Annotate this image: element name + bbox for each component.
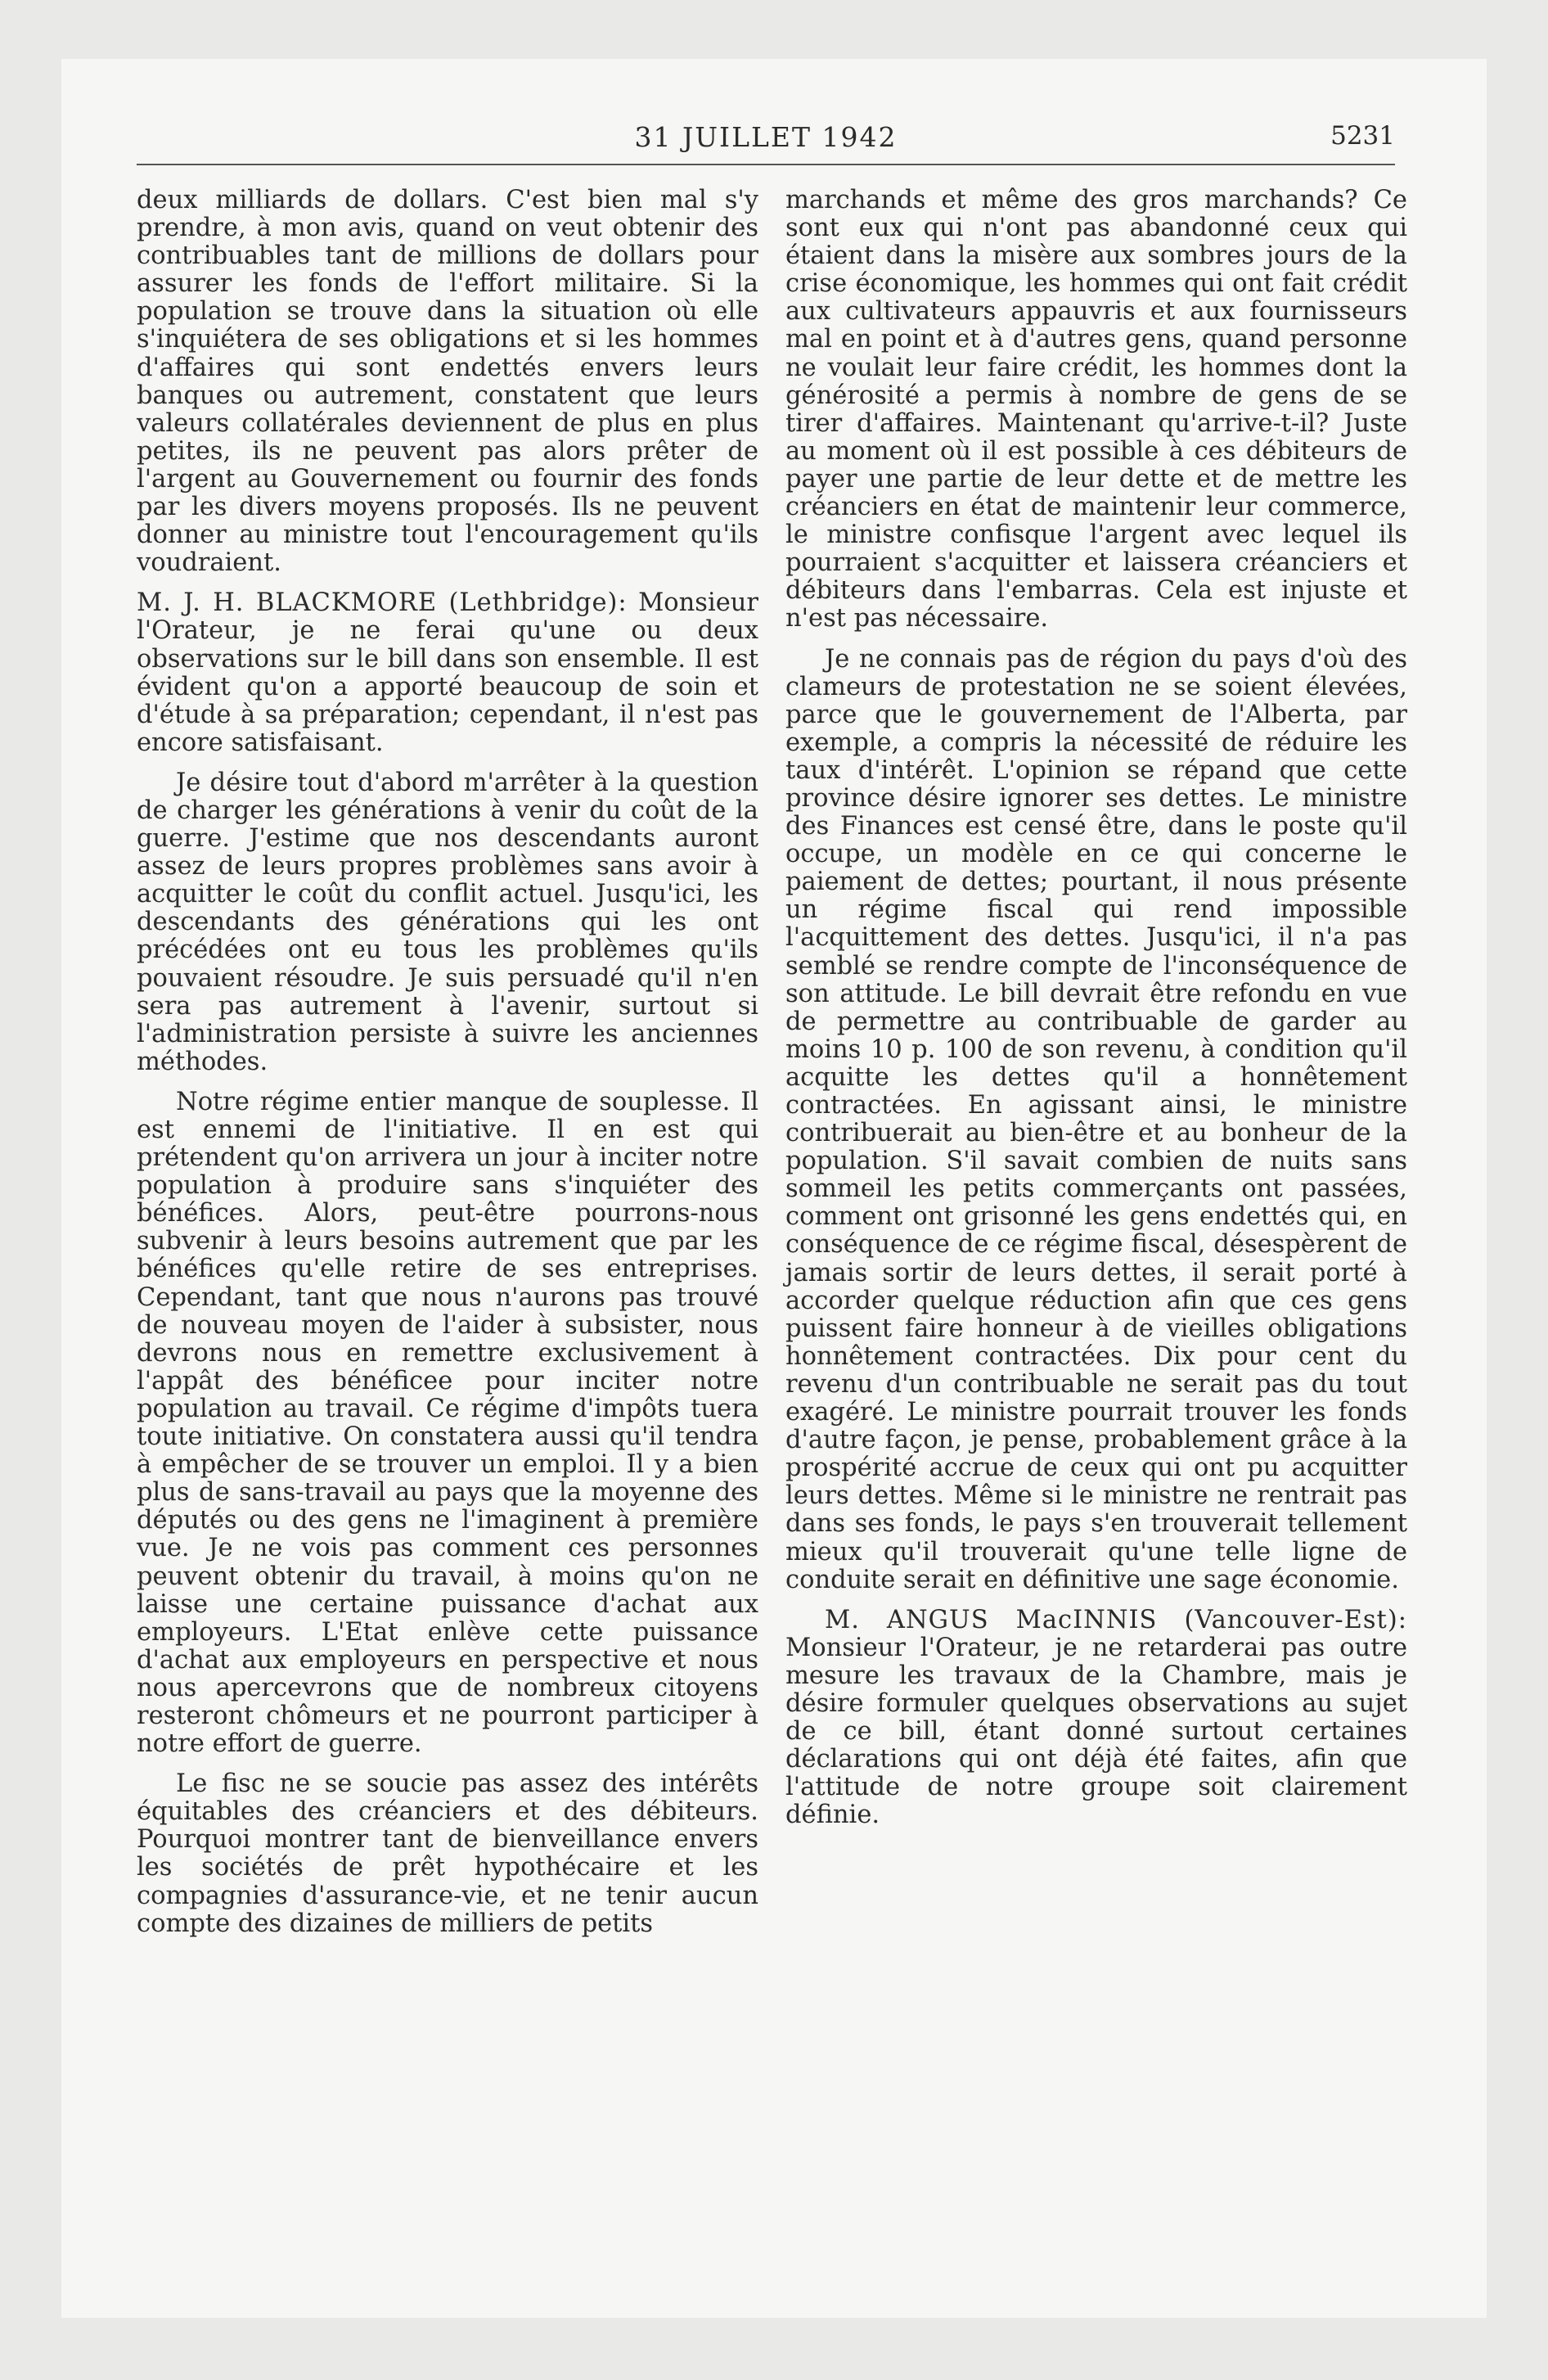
paragraph: Je ne connais pas de région du pays d'où des clameurs de protestation ne se soient élevées, parce que le gouvernement de l'Alberta, par exemple, a compris la nécessité de réduire les taux d'intérêt. L'opinion se répand que cette province désire ignorer ses dettes. Le ministre des Finances est censé être, dans le poste qu'il occupe, un modèle en ce qui concerne le paiement de dettes; pourtant, il nous présente un régime fiscal qui rend impossible l'acquittement des dettes. Jusqu'ici, il n'a pas semblé se rendre compte de l'inconséquence de son attitude. Le bill devrait être refondu en vue de permettre au contribuable de garder au moins 10 p. 100 de son revenu, à condition qu'il acquitte les dettes qu'il a honnêtement contractées. En agissant ainsi, le ministre contribuerait au bien-être et au bonheur de la population. S'il savait combien de nuits sans sommeil les petits commerçants ont passées, comment ont grisonné les gens endettés qui, en conséquence de ce régime fiscal, désespèrent de jamais sortir de leurs dettes, il serait porté à accorder quelque réduction afin que ces gens puissent faire honneur à de vieilles obligations honnêtement contractées. Dix pour cent du revenu d'un contribuable ne serait pas du tout exagéré. Le ministre pourrait trouver les fonds d'autre façon, je pense, probablement grâce à la prospérité accrue de ceux qui ont pu acquitter leurs dettes. Même si le ministre ne rentrait pas dans ses fonds, le pays s'en trouverait tellement mieux qu'il trouverait qu'une telle ligne de conduite serait en définitive une sage économie. (785, 644, 1407, 1594)
left-column (137, 187, 758, 1950)
speaker-name: M. J. H. BLACKMORE (Lethbridge): (137, 588, 628, 618)
page-date: 31 JUILLET 1942 (634, 121, 898, 153)
paragraph: Notre régime entier manque de souplesse. Il est ennemi de l'initiative. Il en est qui prétendent qu'on arrivera un jour à inciter notre population à produire sans s'inquiéter des bénéfices. Alors, peut-être pourrons-nous subvenir à leurs besoins autrement que par les bénéfices qu'elle retire de ses entreprises. Cependant, tant que nous n'aurons pas trouvé de nouveau moyen de l'aider à subsister, nous devrons nous en remettre exclusivement à l'appât des bénéficee pour inciter notre population au travail. Ce régime d'impôts tuera toute initiative. On constatera aussi qu'il tendra à empêcher de se trouver un emploi. Il y a bien plus de sans-travail au pays que la moyenne des députés ou des gens ne l'imaginent à première vue. Je ne vois pas comment ces personnes peuvent obtenir du travail, à moins qu'on ne laisse une certaine puissance d'achat aux employeurs. L'Etat enlève cette puissance d'achat aux employeurs en perspective et nous nous apercevrons que de nombreux citoyens resteront chômeurs et ne pourront participer à notre effort de guerre. (137, 1087, 758, 1759)
paragraph: deux milliards de dollars. C'est bien mal s'y prendre, à mon avis, quand on veut obtenir des contribuables tant de millions de dollars pour assurer les fonds de l'effort militaire. Si la population se trouve dans la situation où elle s'inquiétera de ses obligations et si les hommes d'affaires qui sont endettés envers leurs banques ou autrement, constatent que leurs valeurs collatérales deviennent de plus en plus petites, ils ne peuvent pas alors prêter de l'argent au Gouvernement ou fournir des fonds par les divers moyens proposés. Ils ne peuvent donner au ministre tout l'encouragement qu'ils voudraient. (137, 186, 758, 578)
paragraph: Je désire tout d'abord m'arrêter à la question de charger les générations à venir du coût de la guerre. J'estime que nos descendants auront assez de leurs propres problèmes sans avoir à acquitter le coût du conflit actuel. Jusqu'ici, les descendants des générations qui les ont précédées ont eu tous les problèmes qu'ils pouvaient résoudre. Je suis persuadé qu'il n'en sera pas autrement à l'avenir, surtout si l'administration persiste à suivre les anciennes méthodes. (137, 768, 758, 1076)
paragraph: marchands et même des gros marchands? Ce sont eux qui n'ont pas abandonné ceux qui étaient dans la misère aux sombres jours de la crise économique, les hommes qui ont fait crédit aux cultivateurs appauvris et aux fournisseurs mal en point et à d'autres gens, quand personne ne voulait leur faire crédit, les hommes dont la générosité a permis à nombre de gens de se tirer d'affaires. Maintenant qu'arrive-t-il? Juste au moment où il est possible à ces débiteurs de payer une partie de leur dette et de mettre les créanciers en état de maintenir leur commerce, le ministre confisque l'argent avec lequel ils pourraient s'acquitter et laissera créanciers et débiteurs dans l'embarras. Cela est injuste et n'est pas nécessaire. (785, 186, 1407, 633)
speaker-paragraph (137, 589, 758, 757)
speaker-paragraph (785, 1607, 1407, 1830)
paragraph-text: Monsieur l'Orateur, je ne ferai qu'une ou deux observations sur le bill dans son ensemble. Il est évident qu'on a apporté beaucoup de soin et d'étude à sa préparation; cependant, il n'est pas encore satisfaisant. (137, 588, 758, 757)
header-rule (137, 164, 1395, 165)
paragraph-text: Monsieur l'Orateur, je ne retarderai pas outre mesure les travaux de la Chambre, mais je désire formuler quelques observations au sujet de ce bill, étant donné surtout certaines déclarations qui ont déjà été faites, afin que l'attitude de notre groupe soit clairement définie. (785, 1633, 1407, 1830)
page-header (137, 121, 1395, 162)
paragraph: Le fisc ne se soucie pas assez des intérêts équitables des créanciers et des débiteurs. Pourquoi montrer tant de bienveillance envers les sociétés de prêt hypothécaire et les compagnies d'assurance-vie, et ne tenir aucun compte des dizaines de milliers de petits (137, 1769, 758, 1938)
speaker-name: M. ANGUS MacINNIS (Vancouver-Est): (825, 1605, 1407, 1634)
page-number: 5231 (1330, 121, 1395, 151)
right-column (785, 187, 1407, 1841)
